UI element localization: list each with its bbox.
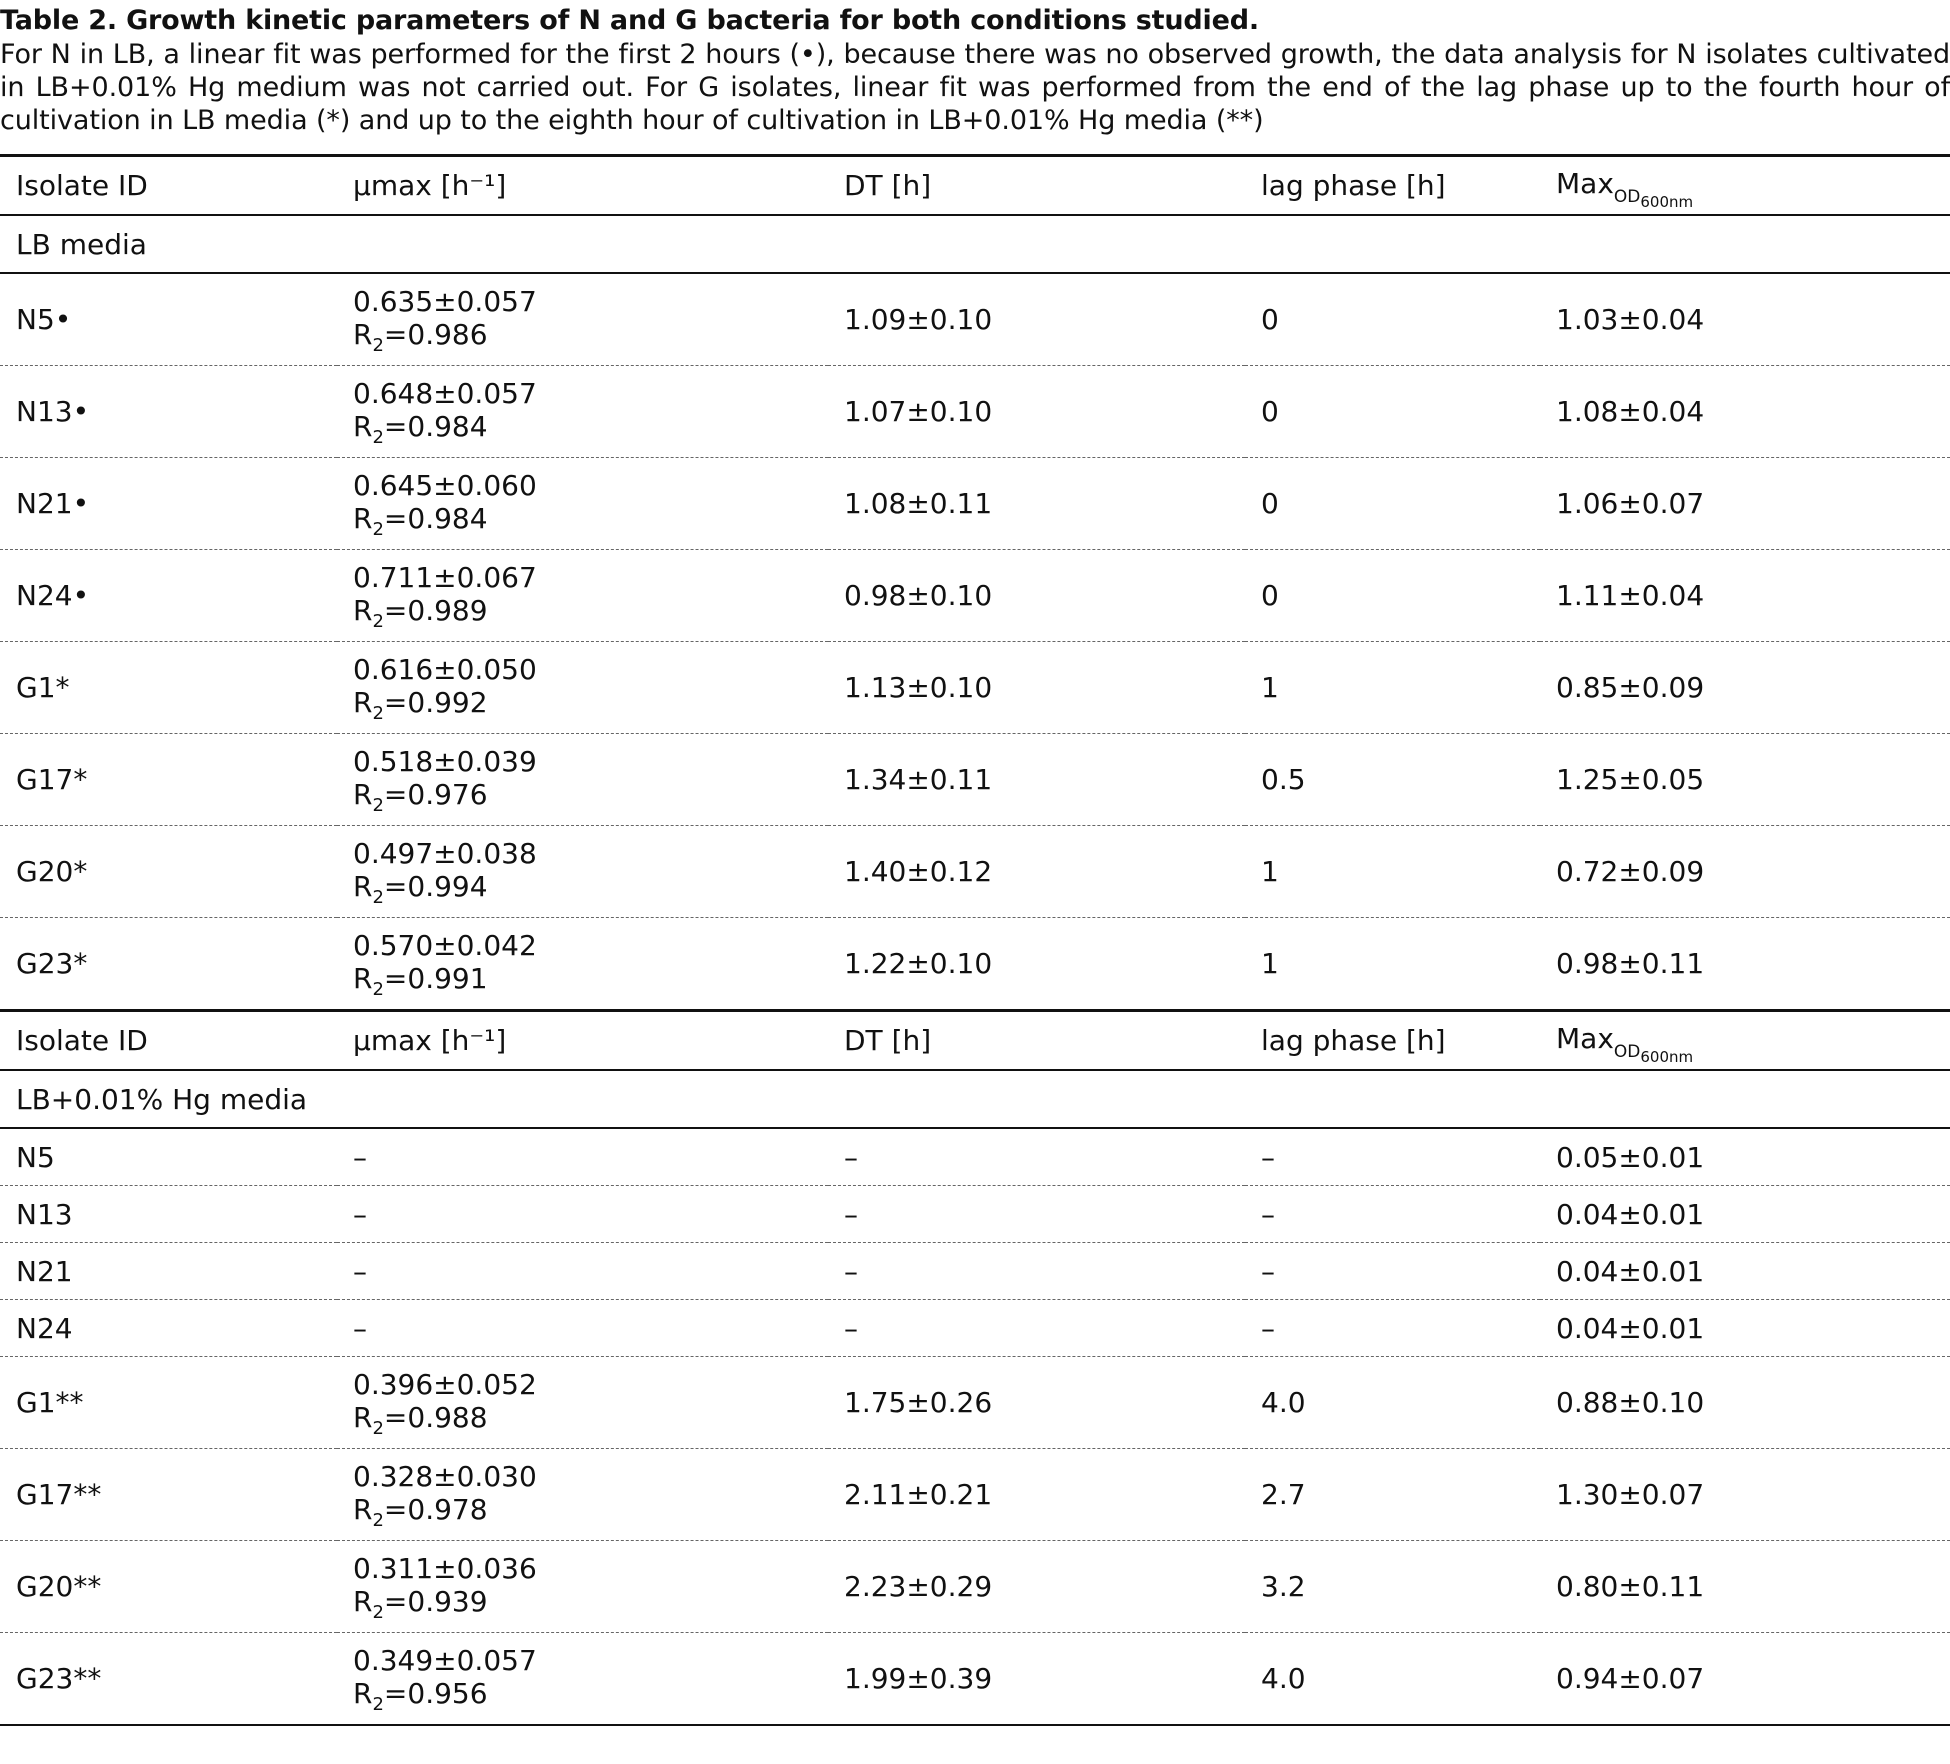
cell-max-od: 0.85±0.09 xyxy=(1556,671,1705,704)
r2-line xyxy=(353,318,828,355)
table-row xyxy=(0,1186,1950,1243)
r2-value: =0.984 xyxy=(383,501,488,535)
table-row xyxy=(0,366,1950,458)
r2-value: =0.956 xyxy=(383,1676,488,1710)
cell-lag-phase: 0 xyxy=(1261,395,1279,428)
cell-lag-phase: 1 xyxy=(1261,671,1279,704)
cell-mu-max xyxy=(337,1357,828,1449)
r2-subscript: 2 xyxy=(372,518,384,540)
mu-value: 0.396±0.052 xyxy=(353,1367,537,1401)
r2-label: R xyxy=(353,777,373,811)
cell-mu-max xyxy=(337,918,828,1011)
cell-mu-max xyxy=(337,273,828,366)
section-title: LB+0.01% Hg media xyxy=(16,1082,308,1116)
r2-value: =0.989 xyxy=(383,593,488,627)
r2-line xyxy=(353,1677,828,1714)
r2-subscript: 2 xyxy=(372,610,384,632)
cell-isolate-id: G23* xyxy=(16,947,88,980)
r2-value: =0.984 xyxy=(383,409,488,443)
cell-mu-max xyxy=(337,1541,828,1633)
table-row xyxy=(0,273,1950,366)
r2-value: =0.994 xyxy=(383,869,488,903)
r2-label: R xyxy=(353,501,373,535)
cell-doubling-time: 2.11±0.21 xyxy=(844,1478,993,1511)
cell-lag-phase: 1 xyxy=(1261,947,1279,980)
caption-title: Table 2. Growth kinetic parameters of N and G bacteria for both conditions studied. xyxy=(0,5,1259,36)
header-wavelength-label: 600nm xyxy=(1640,192,1694,211)
cell-max-od: 0.05±0.01 xyxy=(1556,1140,1705,1174)
table-row xyxy=(0,1541,1950,1633)
cell-lag-phase: – xyxy=(1261,1140,1275,1174)
header-max-od xyxy=(1540,156,1950,216)
r2-line xyxy=(353,1585,828,1622)
cell-mu-max xyxy=(337,550,828,642)
cell-doubling-time: 0.98±0.10 xyxy=(844,579,993,612)
cell-lag-phase: 1 xyxy=(1261,855,1279,888)
cell-doubling-time: – xyxy=(844,1140,858,1174)
table-row xyxy=(0,1357,1950,1449)
table-row xyxy=(0,1449,1950,1541)
cell-lag-phase: 0.5 xyxy=(1261,763,1306,796)
r2-label: R xyxy=(353,409,373,443)
cell-max-od: 0.80±0.11 xyxy=(1556,1570,1705,1603)
r2-subscript: 2 xyxy=(372,1509,384,1531)
cell-max-od: 0.72±0.09 xyxy=(1556,855,1705,888)
cell-max-od: 0.04±0.01 xyxy=(1556,1254,1705,1288)
mu-value: 0.518±0.039 xyxy=(353,744,537,778)
table-body xyxy=(0,156,1950,1726)
table-row xyxy=(0,1128,1950,1186)
cell-lag-phase: 3.2 xyxy=(1261,1570,1306,1603)
cell-doubling-time: 1.09±0.10 xyxy=(844,303,993,336)
cell-isolate-id: N13• xyxy=(16,395,90,428)
r2-value: =0.991 xyxy=(383,961,488,995)
r2-subscript: 2 xyxy=(372,886,384,908)
cell-max-od: 1.06±0.07 xyxy=(1556,487,1705,520)
mu-value: 0.349±0.057 xyxy=(353,1643,537,1677)
r2-value: =0.939 xyxy=(383,1584,488,1618)
r2-line xyxy=(353,778,828,815)
r2-label: R xyxy=(353,961,373,995)
r2-subscript: 2 xyxy=(372,1417,384,1439)
cell-doubling-time: 1.75±0.26 xyxy=(844,1386,993,1419)
cell-mu-max xyxy=(337,826,828,918)
cell-isolate-id: N21 xyxy=(16,1254,73,1288)
kinetics-table xyxy=(0,154,1950,1726)
cell-isolate-id: G20** xyxy=(16,1570,102,1603)
r2-subscript: 2 xyxy=(372,426,384,448)
cell-isolate-id: G1* xyxy=(16,671,70,704)
header-doubling-time: DT [h] xyxy=(844,1024,932,1057)
cell-lag-phase: – xyxy=(1261,1254,1275,1288)
mu-value: – xyxy=(353,1197,367,1231)
mu-value: 0.648±0.057 xyxy=(353,376,537,410)
table-row xyxy=(0,734,1950,826)
header-max-label: Max xyxy=(1556,166,1614,200)
cell-max-od: 1.08±0.04 xyxy=(1556,395,1705,428)
cell-isolate-id: N24• xyxy=(16,579,90,612)
cell-isolate-id: N21• xyxy=(16,487,90,520)
header-wavelength-label: 600nm xyxy=(1640,1047,1694,1066)
r2-subscript: 2 xyxy=(372,978,384,1000)
header-mu-max: µmax [h⁻¹] xyxy=(353,1024,507,1057)
cell-mu-max xyxy=(337,1128,828,1186)
r2-value: =0.976 xyxy=(383,777,488,811)
r2-subscript: 2 xyxy=(372,794,384,816)
section-row xyxy=(0,1070,1950,1128)
cell-isolate-id: N5• xyxy=(16,303,72,336)
cell-lag-phase: – xyxy=(1261,1311,1275,1345)
r2-line xyxy=(353,594,828,631)
cell-doubling-time: 1.99±0.39 xyxy=(844,1662,993,1695)
cell-max-od: 0.98±0.11 xyxy=(1556,947,1705,980)
r2-value: =0.978 xyxy=(383,1492,488,1526)
cell-doubling-time: 1.22±0.10 xyxy=(844,947,993,980)
mu-value: – xyxy=(353,1311,367,1345)
cell-max-od: 0.04±0.01 xyxy=(1556,1311,1705,1345)
cell-doubling-time: 1.08±0.11 xyxy=(844,487,993,520)
cell-doubling-time: – xyxy=(844,1197,858,1231)
table-row xyxy=(0,642,1950,734)
r2-line xyxy=(353,686,828,723)
r2-label: R xyxy=(353,1400,373,1434)
cell-lag-phase: 0 xyxy=(1261,487,1279,520)
header-row xyxy=(0,156,1950,216)
header-od-label: OD xyxy=(1613,186,1641,207)
r2-subscript: 2 xyxy=(372,1693,384,1715)
r2-subscript: 2 xyxy=(372,334,384,356)
table-row xyxy=(0,1633,1950,1726)
cell-max-od: 1.11±0.04 xyxy=(1556,579,1705,612)
cell-lag-phase: 0 xyxy=(1261,303,1279,336)
r2-label: R xyxy=(353,685,373,719)
r2-value: =0.988 xyxy=(383,1400,488,1434)
cell-mu-max xyxy=(337,1300,828,1357)
section-row xyxy=(0,215,1950,273)
cell-isolate-id: N24 xyxy=(16,1311,73,1345)
r2-label: R xyxy=(353,1676,373,1710)
header-isolate-id: Isolate ID xyxy=(16,169,148,202)
r2-subscript: 2 xyxy=(372,702,384,724)
header-mu-max: µmax [h⁻¹] xyxy=(353,169,507,202)
cell-isolate-id: G17* xyxy=(16,763,88,796)
header-max-subscript xyxy=(1613,186,1694,211)
header-max-od xyxy=(1540,1011,1950,1071)
cell-max-od: 0.88±0.10 xyxy=(1556,1386,1705,1419)
header-row xyxy=(0,1011,1950,1071)
mu-value: 0.635±0.057 xyxy=(353,284,537,318)
cell-mu-max xyxy=(337,1243,828,1300)
table-row xyxy=(0,918,1950,1011)
r2-line xyxy=(353,410,828,447)
r2-line xyxy=(353,1401,828,1438)
cell-doubling-time: – xyxy=(844,1254,858,1288)
header-od-label: OD xyxy=(1613,1041,1641,1062)
cell-mu-max xyxy=(337,1449,828,1541)
header-doubling-time: DT [h] xyxy=(844,169,932,202)
cell-max-od: 1.03±0.04 xyxy=(1556,303,1705,336)
cell-isolate-id: G20* xyxy=(16,855,88,888)
table-row xyxy=(0,458,1950,550)
mu-value: 0.328±0.030 xyxy=(353,1459,537,1493)
cell-mu-max xyxy=(337,1186,828,1243)
cell-mu-max xyxy=(337,366,828,458)
cell-max-od: 0.04±0.01 xyxy=(1556,1197,1705,1231)
mu-value: – xyxy=(353,1254,367,1288)
table-row xyxy=(0,826,1950,918)
table-row xyxy=(0,550,1950,642)
cell-lag-phase: 4.0 xyxy=(1261,1386,1306,1419)
cell-doubling-time: 1.40±0.12 xyxy=(844,855,993,888)
section-title: LB media xyxy=(16,227,147,261)
cell-doubling-time: 1.07±0.10 xyxy=(844,395,993,428)
cell-lag-phase: – xyxy=(1261,1197,1275,1231)
r2-label: R xyxy=(353,869,373,903)
cell-mu-max xyxy=(337,734,828,826)
header-lag-phase: lag phase [h] xyxy=(1261,1024,1446,1057)
r2-label: R xyxy=(353,1584,373,1618)
cell-doubling-time: 1.34±0.11 xyxy=(844,763,993,796)
r2-line xyxy=(353,962,828,999)
table-row xyxy=(0,1300,1950,1357)
r2-label: R xyxy=(353,1492,373,1526)
r2-label: R xyxy=(353,317,373,351)
r2-value: =0.992 xyxy=(383,685,488,719)
header-lag-phase: lag phase [h] xyxy=(1261,169,1446,202)
table-row xyxy=(0,1243,1950,1300)
cell-doubling-time: – xyxy=(844,1311,858,1345)
r2-line xyxy=(353,1493,828,1530)
cell-max-od: 0.94±0.07 xyxy=(1556,1662,1705,1695)
r2-label: R xyxy=(353,593,373,627)
header-max-label: Max xyxy=(1556,1021,1614,1055)
cell-lag-phase: 4.0 xyxy=(1261,1662,1306,1695)
caption-text: For N in LB, a linear fit was performed for the first 2 hours (•), because there was no observed growth, the data analysis for N isolates cultivated in LB+0.01% Hg medium was not carried out. For G isolates, linear fit was performed from the end of the lag phase up to the fourth hour of cultivation in LB media (*) and up to the eighth hour of cultivation in LB+0.01% Hg media (**) xyxy=(0,39,1950,136)
r2-value: =0.986 xyxy=(383,317,488,351)
mu-value: 0.616±0.050 xyxy=(353,652,537,686)
header-isolate-id: Isolate ID xyxy=(16,1024,148,1057)
mu-value: 0.645±0.060 xyxy=(353,468,537,502)
cell-doubling-time: 2.23±0.29 xyxy=(844,1570,993,1603)
r2-subscript: 2 xyxy=(372,1601,384,1623)
table-caption xyxy=(0,4,1950,137)
mu-value: 0.497±0.038 xyxy=(353,836,537,870)
header-max-subscript xyxy=(1613,1041,1694,1066)
cell-isolate-id: N5 xyxy=(16,1140,55,1174)
cell-isolate-id: G23** xyxy=(16,1662,102,1695)
r2-line xyxy=(353,870,828,907)
cell-lag-phase: 0 xyxy=(1261,579,1279,612)
mu-value: 0.711±0.067 xyxy=(353,560,537,594)
cell-lag-phase: 2.7 xyxy=(1261,1478,1306,1511)
mu-value: 0.311±0.036 xyxy=(353,1551,537,1585)
cell-mu-max xyxy=(337,458,828,550)
cell-isolate-id: N13 xyxy=(16,1197,73,1231)
cell-mu-max xyxy=(337,1633,828,1726)
cell-max-od: 1.30±0.07 xyxy=(1556,1478,1705,1511)
mu-value: 0.570±0.042 xyxy=(353,928,537,962)
mu-value: – xyxy=(353,1140,367,1174)
cell-doubling-time: 1.13±0.10 xyxy=(844,671,993,704)
r2-line xyxy=(353,502,828,539)
cell-max-od: 1.25±0.05 xyxy=(1556,763,1705,796)
cell-isolate-id: G1** xyxy=(16,1386,84,1419)
cell-isolate-id: G17** xyxy=(16,1478,102,1511)
cell-mu-max xyxy=(337,642,828,734)
